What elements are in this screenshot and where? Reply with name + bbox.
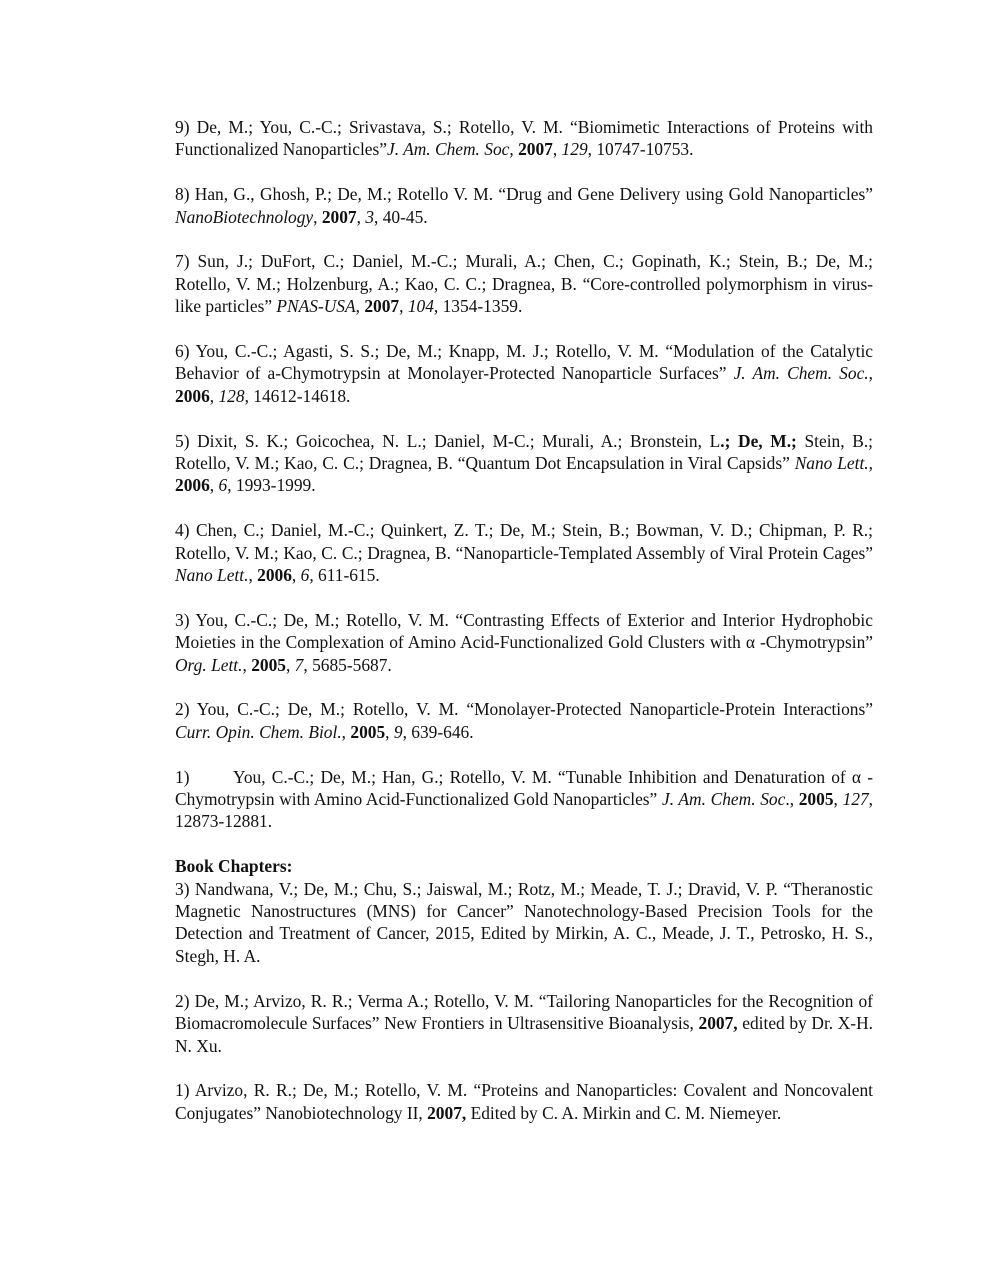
citation-authors-title: You, C.-C.; De, M.; Han, G.; Rotello, V. M. “Tunable Inhibition and Denaturation of α -Chymotrypsin with Amino Acid-Functionalized Gold Nanoparticles”	[175, 766, 873, 810]
citation-volume: 6	[218, 475, 228, 496]
journal-name: Org. Lett.	[175, 654, 243, 675]
citation-pages: , 639-646.	[402, 721, 474, 742]
citation-year: 2007	[321, 206, 357, 227]
separator: ,	[285, 654, 295, 675]
citation-volume: 9	[393, 721, 403, 742]
journal-name: NanoBiotechnology	[175, 206, 314, 227]
journal-name: J. Am. Chem. Soc	[661, 789, 786, 810]
citation-authors-title: 8) Han, G., Ghosh, P.; De, M.; Rotello V. M. “Drug and Gene Delivery using Gold Nanoparticles”	[175, 184, 873, 205]
separator: ,	[291, 565, 301, 586]
journal-name: PNAS-USA	[276, 296, 356, 317]
citation-pages: , 1993-1999.	[227, 475, 316, 496]
publication-entry	[175, 766, 873, 833]
separator: ,	[868, 363, 873, 384]
publication-entry	[175, 698, 873, 743]
citation-pages: , 5685-5687.	[303, 654, 392, 675]
citation-year: 2007	[518, 139, 553, 160]
citation-highlight: .; De, M.;	[720, 430, 797, 451]
publication-entry	[175, 519, 873, 586]
journal-name: J. Am. Chem. Soc.	[733, 363, 869, 384]
separator: ,	[399, 296, 408, 317]
chapter-year: 2007,	[698, 1013, 738, 1034]
citation-authors-title: 9) De, M.; You, C.-C.; Srivastava, S.; Rotello, V. M. “Biomimetic Interactions of Proteins with Functionalized Nanoparticles”	[175, 117, 873, 160]
citation-title: Stein, B.; Rotello, V. M.; Kao, C. C.; Dragnea, B. “Quantum Dot Encapsulation in Viral Capsids”	[175, 430, 874, 474]
citation-authors-title: 4) Chen, C.; Daniel, M.-C.; Quinkert, Z. T.; De, M.; Stein, B.; Bowman, V. D.; Chipman, P. R.; Rotello, V. M.; Kao, C. C.; Dragnea, B. “Nanoparticle-Templated Assembly of Viral Protein Cages”	[175, 520, 873, 563]
separator: ,	[833, 789, 843, 810]
separator: ,	[385, 721, 394, 742]
citation-authors-title: 6) You, C.-C.; Agasti, S. S.; De, M.; Knapp, M. J.; Rotello, V. M. “Modulation of the Catalytic Behavior of a-Chymotrypsin at Monolayer-Protected Nanoparticle Surfaces”	[175, 341, 873, 384]
citation-authors-title: 3) You, C.-C.; De, M.; Rotello, V. M. “Contrasting Effects of Exterior and Interior Hydrophobic Moieties in the Complexation of Amino Acid-Functionalized Gold Clusters with α -Chymotrypsin”	[175, 609, 873, 653]
citation-authors-title: 7) Sun, J.; DuFort, C.; Daniel, M.-C.; Murali, A.; Chen, C.; Gopinath, K.; Stein, B.; De, M.; Rotello, V. M.; Holzenburg, A.; Kao, C. C.; Dragnea, B. “Core-controlled polymorphism in virus-like particles”	[175, 251, 873, 317]
chapter-editors: Edited by C. A. Mirkin and C. M. Niemeyer.	[466, 1102, 782, 1123]
citation-authors-title: 2) You, C.-C.; De, M.; Rotello, V. M. “Monolayer-Protected Nanoparticle-Protein Interactions”	[175, 699, 873, 720]
citation-year: 2006	[257, 565, 292, 586]
publication-entry	[175, 340, 873, 407]
citation-authors-title: 5) Dixit, S. K.; Goicochea, N. L.; Daniel, M-C.; Murali, A.; Bronstein, L	[175, 430, 721, 451]
citation-year: 2005	[798, 789, 834, 810]
citation-volume: 127	[842, 789, 869, 810]
chapter-citation: 3) Nandwana, V.; De, M.; Chu, S.; Jaiswal, M.; Rotz, M.; Meade, T. J.; Dravid, V. P. “Theranostic Magnetic Nanostructures (MNS) for Cancer” Nanotechnology-Based Precision Tools for the Detection and Treatment of Cancer, 2015, Edited by Mirkin, A. C., Meade, J. T., Petrosko, H. S., Stegh, H. A.	[175, 878, 873, 966]
separator: ,	[355, 296, 365, 317]
publication-entry	[175, 430, 873, 497]
separator: .,	[785, 789, 799, 810]
journal-name: J. Am. Chem. Soc	[387, 139, 510, 160]
citation-volume: 6,	[300, 565, 314, 586]
citation-volume: 128	[218, 385, 245, 406]
citation-pages: , 12873-12881.	[175, 789, 874, 832]
chapter-editors: edited by Dr. X-H. N. Xu.	[175, 1013, 873, 1056]
publication-entry	[175, 250, 873, 317]
citation-volume: 3	[365, 206, 375, 227]
chapter-citation: 2) De, M.; Arvizo, R. R.; Verma A.; Rotello, V. M. “Tailoring Nanoparticles for the Recognition of Biomacromolecule Surfaces” New Frontiers in Ultrasensitive Bioanalysis,	[175, 990, 873, 1034]
separator: ,	[242, 654, 252, 675]
citation-year: 2007	[364, 296, 400, 317]
publication-entry	[175, 609, 873, 676]
separator: ,	[356, 206, 366, 227]
citation-volume: 129	[561, 139, 588, 160]
citation-volume: 104	[407, 296, 434, 317]
chapter-year: 2007,	[427, 1102, 467, 1123]
citation-pages: , 10747-10753.	[587, 139, 694, 160]
separator: ,	[552, 139, 562, 160]
citation-year: 2006	[175, 475, 210, 496]
separator: ,	[248, 565, 258, 586]
citation-volume: 7	[294, 654, 304, 675]
citation-year: 2006	[175, 385, 210, 406]
publication-list	[175, 116, 873, 1147]
separator: ,	[341, 721, 351, 742]
citation-year: 2005	[350, 721, 386, 742]
separator: ,	[868, 453, 874, 474]
separator: ,	[509, 139, 519, 160]
citation-pages: 611-615.	[313, 565, 380, 586]
citation-year: 2005	[251, 654, 286, 675]
journal-name: Nano Lett.	[794, 453, 869, 474]
journal-name: Nano Lett.	[175, 565, 249, 586]
publication-entry	[175, 183, 873, 228]
chapter-citation: 1) Arvizo, R. R.; De, M.; Rotello, V. M. “Proteins and Nanoparticles: Covalent and Noncovalent Conjugates” Nanobiotechnology II,	[175, 1080, 873, 1123]
separator: ,	[209, 475, 219, 496]
book-chapter-entry	[175, 990, 873, 1057]
citation-pages: , 14612-14618.	[244, 385, 351, 406]
journal-name: Curr. Opin. Chem. Biol.	[175, 721, 342, 742]
book-chapter-entry	[175, 1079, 873, 1124]
citation-pages: , 1354-1359.	[433, 296, 523, 317]
publication-entry	[175, 116, 873, 161]
citation-pages: , 40-45.	[374, 206, 428, 227]
separator: ,	[209, 385, 219, 406]
separator: ,	[313, 206, 322, 227]
book-chapter-entry	[175, 878, 873, 968]
citation-number: 1)	[175, 766, 190, 787]
section-heading: Book Chapters:	[175, 856, 293, 877]
